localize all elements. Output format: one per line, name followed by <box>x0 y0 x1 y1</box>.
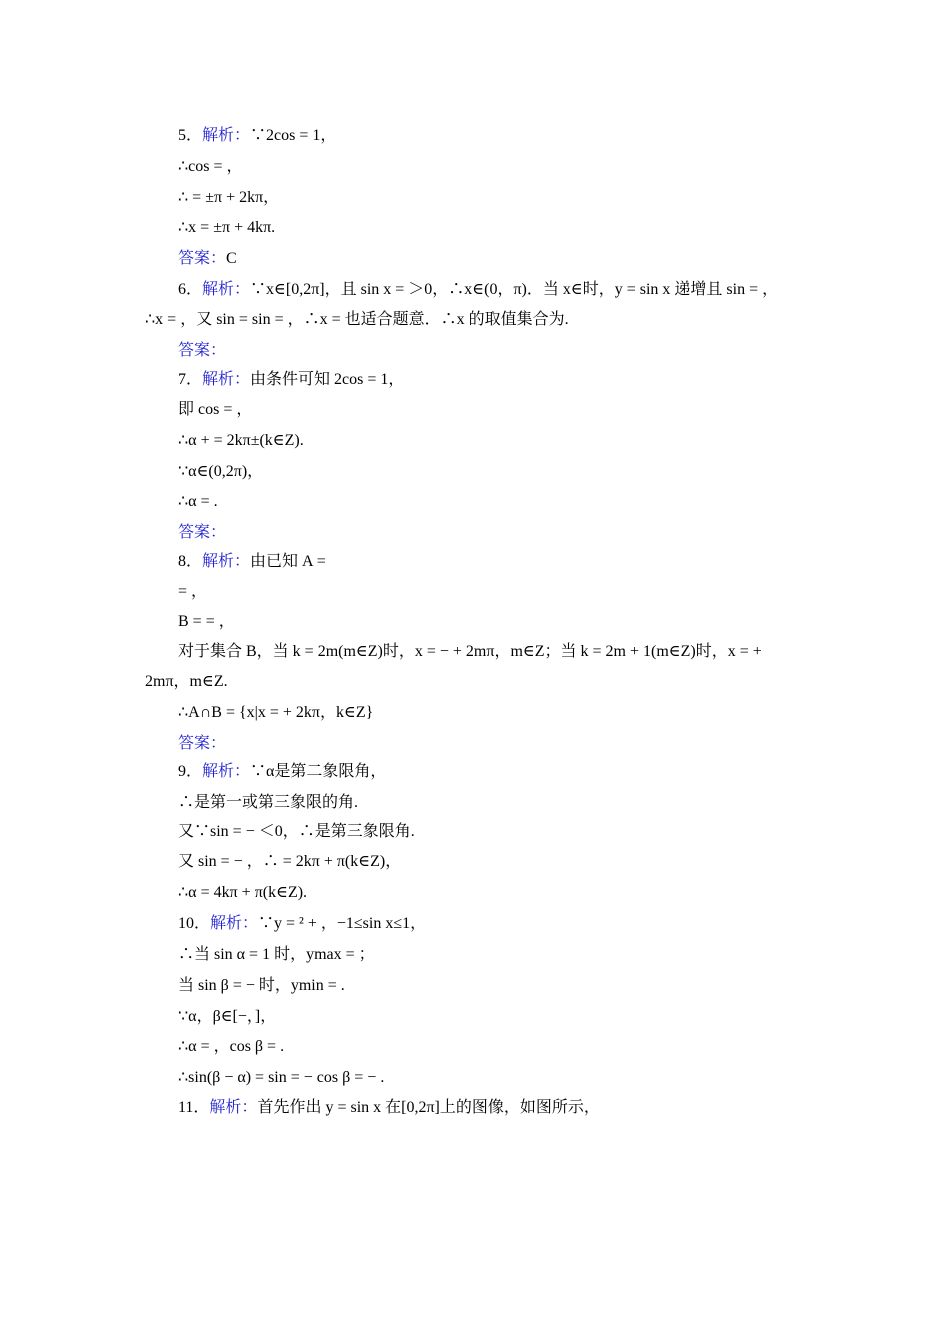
line-text: ∵α是第二象限角， <box>250 763 387 780</box>
line-text: ∴α = 4kπ + π(k∈Z). <box>178 884 308 901</box>
text-line-l08 <box>178 341 226 361</box>
section-label: 解析： <box>202 281 251 298</box>
text-line-l07 <box>145 310 569 330</box>
item-number: 9． <box>178 763 203 780</box>
section-label: 答案： <box>178 342 227 359</box>
line-text: ∴sin(β − α) = sin = − cos β = − . <box>178 1069 385 1086</box>
text-line-l18 <box>178 642 762 662</box>
item-number: 5． <box>178 127 203 144</box>
item-number: 7． <box>178 371 203 388</box>
text-line-l04 <box>178 218 275 238</box>
line-text: 2mπ，m∈Z. <box>145 673 228 690</box>
text-line-l06 <box>178 280 778 300</box>
text-line-l22 <box>178 762 386 782</box>
line-text: ∴x = ，又 sin = sin = ，∴x = 也适合题意．∴x 的取值集合为. <box>145 311 569 328</box>
line-text: 对于集合 B，当 k = 2m(m∈Z)时，x = − + 2mπ，m∈Z；当 k = 2m + 1(m∈Z)时，x = + <box>178 643 762 660</box>
section-label: 解析： <box>209 1099 258 1116</box>
text-line-l23 <box>178 793 358 813</box>
text-line-l13 <box>178 492 218 512</box>
line-text: ∴是第一或第三象限的角. <box>178 794 359 811</box>
section-label: 解析： <box>202 763 251 780</box>
text-line-l31 <box>178 1037 284 1057</box>
text-line-l10 <box>178 400 252 420</box>
text-line-l11 <box>178 431 304 451</box>
line-text: ∴x = ±π + 4kπ. <box>178 219 276 236</box>
line-text: B = = ， <box>178 613 235 630</box>
text-line-l03 <box>178 188 279 208</box>
line-text: 当 sin β = − 时，ymin = . <box>178 977 345 994</box>
text-line-l27 <box>178 914 426 934</box>
line-text: ∵α，β∈[−，]， <box>178 1008 277 1025</box>
text-line-l09 <box>178 370 404 390</box>
text-line-l30 <box>178 1007 276 1027</box>
line-text: ∵2cos = 1， <box>250 127 337 144</box>
item-number: 11． <box>178 1099 210 1116</box>
line-text: ∴A∩B = {x|x = + 2kπ，k∈Z} <box>178 704 374 721</box>
section-label: 解析： <box>202 553 251 570</box>
section-label: 解析： <box>210 915 259 932</box>
section-label: 答案： <box>178 735 227 752</box>
line-text: 首先作出 y = sin x 在[0,2π]上的图像，如图所示， <box>257 1099 600 1116</box>
text-line-l16 <box>178 582 207 602</box>
line-text: ∴α = . <box>178 493 218 510</box>
line-text: 又 sin = − ，∴ = 2kπ + π(k∈Z)， <box>178 853 402 870</box>
text-line-l01 <box>178 126 336 146</box>
line-text: 由条件可知 2cos = 1， <box>250 371 405 388</box>
line-text: ∴α + = 2kπ±(k∈Z). <box>178 432 304 449</box>
line-text: = ， <box>178 583 208 600</box>
line-text: ∴cos = ， <box>178 158 243 175</box>
text-line-l20 <box>178 703 373 723</box>
text-line-l17 <box>178 612 235 632</box>
line-text: 由已知 A = <box>250 553 326 570</box>
line-text: C <box>226 250 237 267</box>
text-line-l28 <box>178 945 375 965</box>
line-text: 又∵sin = − ＜0，∴是第三象限角. <box>178 823 415 840</box>
text-line-l19 <box>145 672 228 692</box>
text-line-l21 <box>178 734 226 754</box>
text-line-l02 <box>178 157 243 177</box>
line-text: 即 cos = ， <box>178 401 253 418</box>
line-text: ∴当 sin α = 1 时，ymax = ； <box>178 946 375 963</box>
text-line-l33 <box>178 1098 600 1118</box>
line-text: ∵x∈[0,2π]，且 sin x = ＞0，∴x∈(0，π)．当 x∈时，y = sin x 递增且 sin = ， <box>250 281 779 298</box>
text-line-l24 <box>178 822 415 842</box>
text-line-l26 <box>178 883 307 903</box>
section-label: 答案： <box>178 524 227 541</box>
text-line-l15 <box>178 552 326 572</box>
section-label: 解析： <box>202 127 251 144</box>
text-line-l14 <box>178 523 226 543</box>
section-label: 答案： <box>178 250 227 267</box>
text-line-l32 <box>178 1068 384 1088</box>
item-number: 10． <box>178 915 211 932</box>
line-text: ∵y = ² + ，−1≤sin x≤1， <box>258 915 427 932</box>
text-line-l25 <box>178 852 401 872</box>
line-text: ∴α = ，cos β = . <box>178 1038 285 1055</box>
text-line-l12 <box>178 462 263 482</box>
text-line-l29 <box>178 976 345 996</box>
item-number: 6． <box>178 281 203 298</box>
item-number: 8． <box>178 553 203 570</box>
line-text: ∴ = ±π + 2kπ， <box>178 189 280 206</box>
text-line-l05 <box>178 249 237 269</box>
section-label: 解析： <box>202 371 251 388</box>
line-text: ∵α∈(0,2π)， <box>178 463 264 480</box>
